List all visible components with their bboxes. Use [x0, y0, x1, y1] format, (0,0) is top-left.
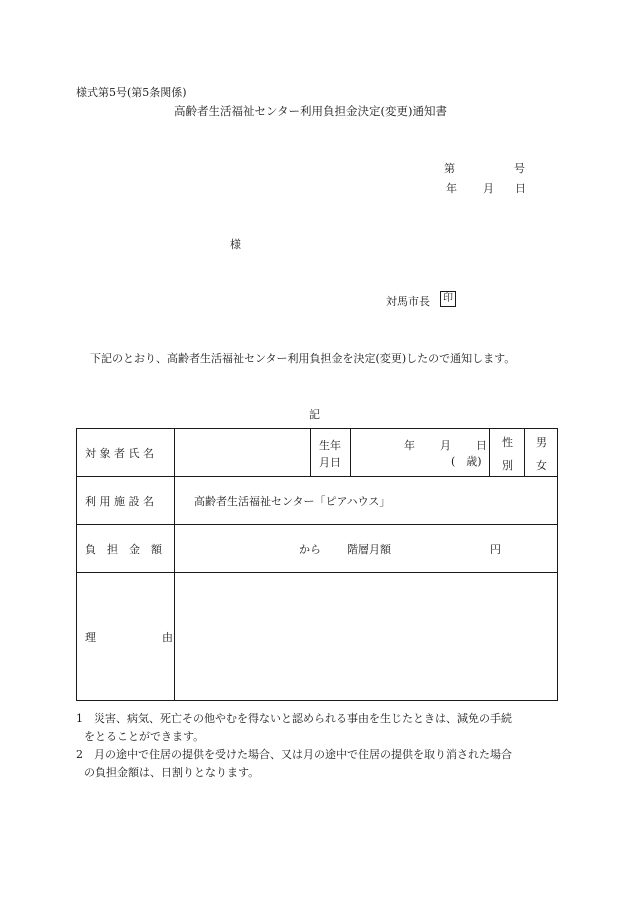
table-row-divider [77, 572, 557, 573]
note-1 [76, 710, 512, 746]
body-text: 下記のとおり、高齢者生活福祉センター利用負担金を決定(変更)したので通知します。 [90, 352, 516, 365]
note-2-line-2: の負担金額は、日割りとなります。 [84, 766, 260, 779]
table-column-divider [174, 429, 175, 700]
name-label: 対 象 者 氏 名 [85, 447, 154, 460]
note-2 [76, 746, 512, 782]
birth-month: 月 [440, 439, 451, 452]
table-row-divider [77, 524, 557, 525]
sex-label-divider [489, 429, 490, 476]
birth-day: 日 [476, 439, 487, 452]
birth-year: 年 [404, 439, 415, 452]
form-number: 様式第5号(第5条関係) [76, 86, 187, 99]
reason-label: 理 由 [85, 631, 173, 644]
fee-yen: 円 [490, 543, 501, 556]
birth-label-top: 生年 [319, 439, 341, 452]
fee-label: 負 担 金 額 [85, 543, 162, 556]
sex-value-divider [524, 429, 525, 476]
info-table [76, 428, 558, 701]
birth-label-divider [310, 429, 311, 476]
fee-tier: 階層月額 [347, 543, 391, 556]
sex-label-bottom: 別 [502, 459, 513, 472]
issuer-name: 対馬市長 [386, 295, 430, 308]
birth-value-divider [350, 429, 351, 476]
sex-male: 男 [536, 436, 547, 449]
number-suffix: 号 [514, 162, 525, 175]
sex-female: 女 [536, 459, 547, 472]
document-title: 高齢者生活福祉センター利用負担金決定(変更)通知書 [174, 104, 448, 118]
facility-value: 高齢者生活福祉センター「ピアハウス」 [194, 495, 391, 508]
facility-label: 利 用 施 設 名 [85, 495, 154, 508]
age: ( 歳) [451, 455, 482, 468]
table-row-divider [77, 476, 557, 477]
number-prefix: 第 [444, 162, 455, 175]
birth-label-bottom: 月日 [319, 456, 341, 469]
note-1-line-1: 1 災害、病気、死亡その他やむを得ないと認められる事由を生じたときは、減免の手続 [76, 712, 512, 725]
date-month: 月 [483, 182, 494, 195]
date-day: 日 [515, 182, 526, 195]
addressee-honorific: 様 [230, 238, 241, 251]
sex-label-top: 性 [502, 436, 513, 449]
fee-from: から [299, 543, 321, 556]
date-year: 年 [446, 182, 457, 195]
seal-stamp: 印 [440, 291, 456, 307]
note-1-line-2: をとることができます。 [84, 730, 205, 743]
notes [76, 710, 512, 782]
note-2-line-1: 2 月の途中で住居の提供を受けた場合、又は月の途中で住居の提供を取り消された場合 [76, 748, 512, 761]
ki-heading: 記 [309, 408, 320, 421]
